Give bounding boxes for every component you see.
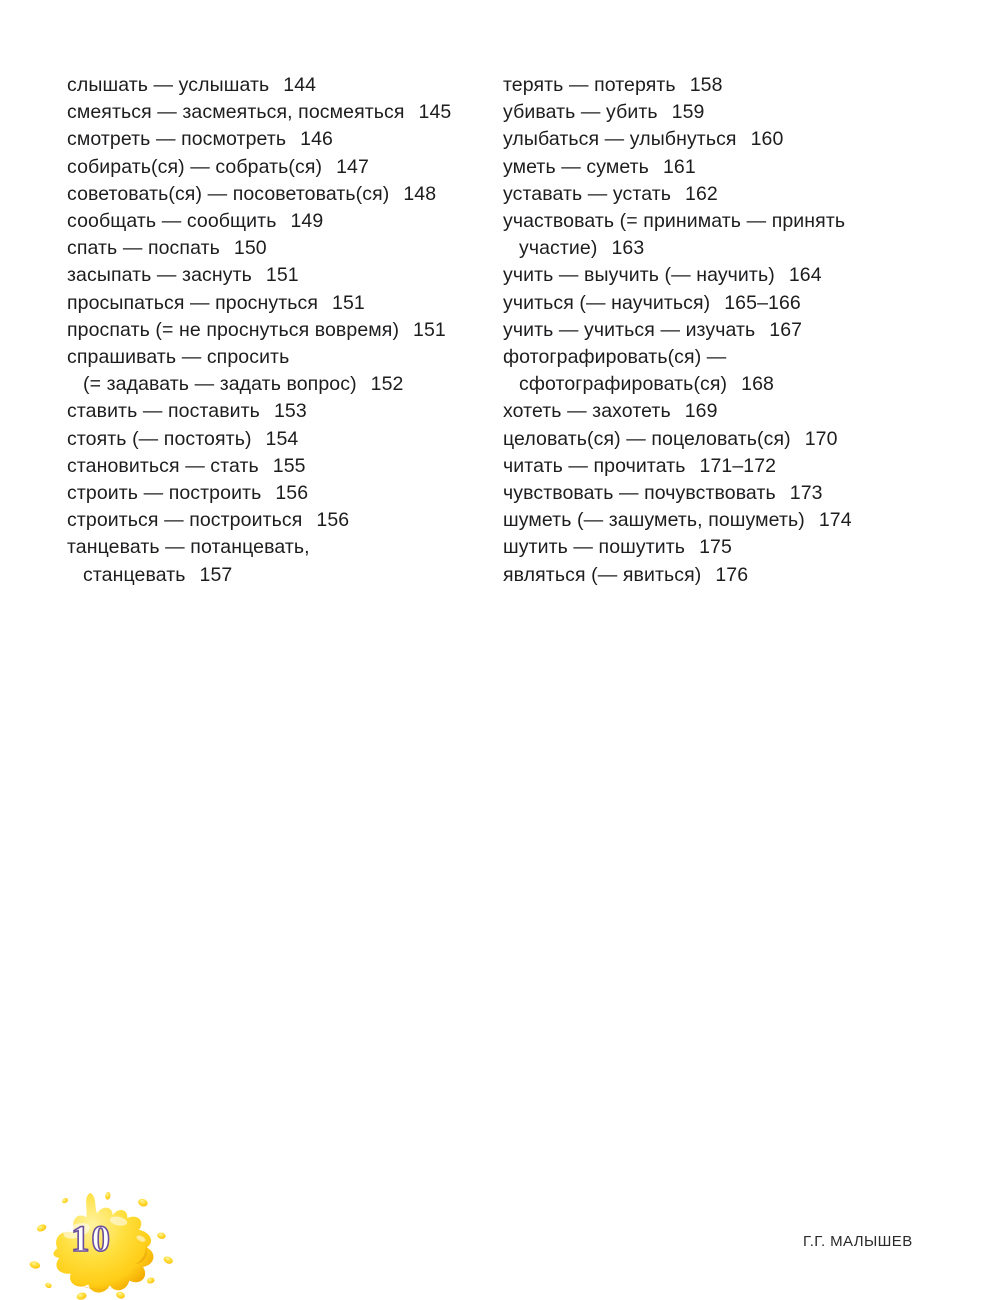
entry-page-number: 153: [273, 400, 307, 423]
entry-text: спать — поспать: [67, 237, 220, 260]
entry-text: строить — построить: [67, 482, 262, 505]
entry-page-number: 162: [685, 182, 718, 205]
entry-text: просыпаться — проснуться: [67, 291, 319, 314]
entry-page-number: 156: [316, 509, 350, 532]
entry-page-number: 144: [283, 74, 317, 96]
index-entry: [503, 181, 953, 208]
entry-page-number: 169: [684, 400, 718, 423]
index-entry: [503, 371, 953, 398]
index-entry: [503, 398, 953, 425]
author-credit: Г.Г. МАЛЫШЕВ: [803, 1233, 913, 1250]
index-entry: [67, 371, 497, 398]
index-entry: [503, 562, 953, 589]
index-entry: [503, 154, 953, 181]
entry-page-number: 175: [699, 536, 732, 559]
entry-text: становиться — стать: [67, 454, 259, 477]
index-entry: [67, 154, 497, 181]
entry-text: танцевать — потанцевать,: [67, 536, 310, 559]
entry-text: убивать — убить: [503, 101, 658, 124]
index-entry: [503, 99, 953, 126]
page-number: 10: [71, 1219, 112, 1260]
index-entry: [503, 72, 953, 99]
entry-page-number: 151: [265, 264, 299, 287]
index-entry: [503, 480, 953, 507]
entry-page-number: 171–172: [699, 454, 777, 477]
index-entry: [503, 126, 953, 153]
entry-page-number: 145: [418, 101, 452, 124]
entry-page-number: 168: [741, 373, 774, 396]
index-entry: [503, 317, 953, 344]
entry-text: шутить — пошутить: [503, 536, 686, 559]
entry-page-number: 147: [336, 155, 369, 178]
entry-page-number: 157: [199, 563, 233, 586]
entry-text: советовать(ся) — посоветовать(ся): [67, 182, 390, 205]
index-entry: [503, 262, 953, 289]
entry-text: уставать — устать: [503, 182, 672, 205]
entry-text: (= задавать — задать вопрос): [83, 373, 357, 396]
entry-text: смеяться — засмеяться, посмеяться: [67, 101, 405, 124]
entry-page-number: 173: [789, 482, 823, 505]
entry-page-number: 176: [715, 563, 749, 586]
entry-page-number: 151: [413, 318, 446, 341]
index-entry: [503, 208, 953, 235]
index-entry: [67, 290, 497, 317]
index-entry: [67, 344, 497, 371]
entry-page-number: 163: [611, 237, 645, 260]
index-entry: [67, 426, 497, 453]
entry-page-number: 164: [788, 264, 822, 287]
entry-page-number: 174: [818, 509, 852, 532]
index-entry: [67, 562, 497, 589]
entry-text: участие): [519, 237, 598, 260]
entry-page-number: 150: [233, 237, 267, 260]
entry-text: хотеть — захотеть: [503, 400, 671, 423]
index-entry: [67, 317, 497, 344]
index-entry: [503, 507, 953, 534]
index-entry: [67, 398, 497, 425]
entry-text: спрашивать — спросить: [67, 346, 290, 369]
index-entry: [503, 344, 953, 371]
entry-page-number: 154: [265, 427, 299, 450]
entry-page-number: 151: [332, 291, 365, 314]
index-right-column: [503, 72, 953, 589]
entry-text: слышать — услышать: [67, 74, 270, 96]
index-entry: [67, 453, 497, 480]
entry-text: сфотографировать(ся): [519, 373, 728, 396]
entry-text: проспать (= не проснуться вовремя): [67, 318, 400, 341]
entry-text: читать — прочитать: [503, 454, 686, 477]
page-number-splash: [24, 1188, 180, 1300]
index-entry: [67, 534, 497, 561]
entry-text: терять — потерять: [503, 74, 676, 96]
entry-text: ставить — поставить: [67, 400, 260, 423]
entry-text: участвовать (= принимать — принять: [503, 210, 846, 233]
entry-text: шуметь (— зашуметь, пошуметь): [503, 509, 805, 532]
entry-text: засыпать — заснуть: [67, 264, 252, 287]
entry-page-number: 170: [804, 427, 838, 450]
index-entry: [67, 235, 497, 262]
entry-page-number: 148: [403, 182, 437, 205]
entry-text: фотографировать(ся) —: [503, 346, 727, 369]
entry-text: являться (— явиться): [503, 563, 702, 586]
entry-text: смотреть — посмотреть: [67, 128, 287, 151]
entry-text: собирать(ся) — собрать(ся): [67, 155, 323, 178]
index-entry: [67, 181, 497, 208]
index-entry: [67, 72, 497, 99]
entry-page-number: 159: [671, 101, 705, 124]
index-entry: [67, 99, 497, 126]
index-entry: [503, 534, 953, 561]
index-left-column: [67, 72, 497, 589]
index-entry: [67, 507, 497, 534]
index-entry: [67, 208, 497, 235]
index-entry: [67, 480, 497, 507]
entry-text: станцевать: [83, 563, 186, 586]
entry-page-number: 146: [300, 128, 333, 151]
entry-text: учить — учиться — изучать: [503, 318, 756, 341]
entry-text: учить — выучить (— научить): [503, 264, 775, 287]
entry-text: учиться (— научиться): [503, 291, 711, 314]
entry-page-number: 156: [275, 482, 309, 505]
entry-page-number: 152: [370, 373, 404, 396]
entry-text: строиться — построиться: [67, 509, 303, 532]
index-entry: [503, 453, 953, 480]
entry-page-number: 160: [750, 128, 784, 151]
entry-page-number: 158: [689, 74, 723, 96]
index-entry: [503, 290, 953, 317]
entry-page-number: 165–166: [724, 291, 801, 314]
entry-text: сообщать — сообщить: [67, 210, 277, 233]
entry-page-number: 167: [769, 318, 803, 341]
entry-page-number: 149: [290, 210, 324, 233]
entry-text: стоять (— постоять): [67, 427, 252, 450]
entry-text: улыбаться — улыбнуться: [503, 128, 737, 151]
index-entry: [503, 235, 953, 262]
entry-text: уметь — суметь: [503, 155, 649, 178]
entry-page-number: 161: [662, 155, 696, 178]
index-entry: [67, 126, 497, 153]
index-entry: [67, 262, 497, 289]
entry-page-number: 155: [272, 454, 306, 477]
index-entry: [503, 426, 953, 453]
entry-text: чувствовать — почувствовать: [503, 482, 776, 505]
entry-text: целовать(ся) — поцеловать(ся): [503, 427, 791, 450]
